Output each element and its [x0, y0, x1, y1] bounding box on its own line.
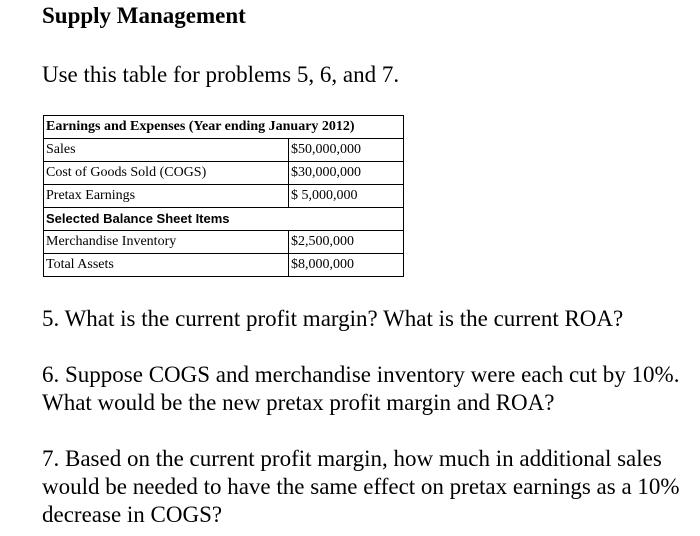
- row-value-pretax: $ 5,000,000: [289, 185, 404, 208]
- question-7: 7. Based on the current profit margin, how much in additional sales would be needed to have the same effect on pretax earnings as a 10% decrease in COGS?: [42, 446, 680, 527]
- table-subheader: Selected Balance Sheet Items: [44, 208, 404, 231]
- table-header: Earnings and Expenses (Year ending January 2012): [44, 116, 404, 139]
- question-5: 5. What is the current profit margin? What is the current ROA?: [42, 306, 624, 331]
- row-label-sales: Sales: [44, 139, 289, 162]
- table-row: [44, 231, 404, 254]
- page-title: Supply Management: [42, 3, 246, 28]
- question-6: 6. Suppose COGS and merchandise inventory were each cut by 10%. What would be the new pretax profit margin and ROA?: [42, 362, 680, 415]
- row-value-total-assets: $8,000,000: [289, 254, 404, 277]
- row-label-cogs: Cost of Goods Sold (COGS): [44, 162, 289, 185]
- table-header-row: [44, 116, 404, 139]
- row-value-inventory: $2,500,000: [289, 231, 404, 254]
- row-value-sales: $50,000,000: [289, 139, 404, 162]
- row-value-cogs: $30,000,000: [289, 162, 404, 185]
- intro-text: Use this table for problems 5, 6, and 7.: [42, 62, 400, 87]
- row-label-total-assets: Total Assets: [44, 254, 289, 277]
- earnings-table: [43, 115, 404, 277]
- row-label-inventory: Merchandise Inventory: [44, 231, 289, 254]
- table-row: [44, 254, 404, 277]
- row-label-pretax: Pretax Earnings: [44, 185, 289, 208]
- table-subheader-row: [44, 208, 404, 231]
- table-row: [44, 185, 404, 208]
- table-row: [44, 162, 404, 185]
- table-row: [44, 139, 404, 162]
